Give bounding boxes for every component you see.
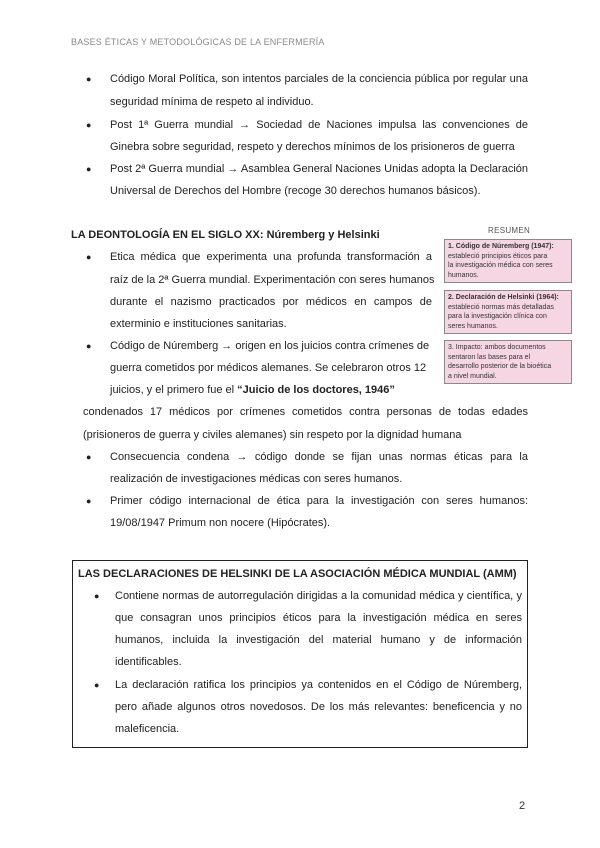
- text-line: que consagran unos principios éticos para la investigación médica en seres: [115, 613, 522, 624]
- card-line: la investigación médica con seres: [448, 262, 553, 269]
- text-line: Ginebra sobre seguridad, respeto y derechos mínimos de los prisioneros de guerra: [110, 141, 515, 153]
- text-line: seguridad mínima de respeto al individuo.: [110, 96, 314, 108]
- text-line: Post 2ª Guerra mundial → Asamblea General Naciones Unidas adopta la Declaración: [110, 164, 528, 175]
- card-line: sentaron las bases para el: [448, 353, 531, 361]
- bullet-icon: ●: [94, 680, 100, 690]
- card-line: para la investigación clínica con: [448, 313, 547, 320]
- resumen-card: [444, 340, 572, 384]
- text-line: Consecuencia condena → código donde se fijan unas normas éticas para la: [110, 452, 528, 463]
- text-line: Código de Núremberg → origen en los juicios contra crímenes de: [110, 340, 430, 352]
- text-line: Universal de Derechos del Hombre (recoge 30 derechos humanos básicos).: [110, 185, 481, 197]
- resumen-card: [444, 290, 572, 334]
- card-line: estableció principios éticos para: [448, 252, 548, 260]
- text-line: (prisioneros de guerra y civiles alemanes) sin respeto por la dignidad humana: [83, 429, 462, 441]
- card-line: seres humanos.: [448, 322, 498, 330]
- text-line: [110, 385, 395, 396]
- text-line: 19/08/1947 Primum non nocere (Hipócrates).: [110, 517, 331, 529]
- card-line: 2. Declaración de Helsinki (1964):: [448, 294, 559, 301]
- bold-title: “Juicio de los doctores, 1946”: [237, 384, 395, 396]
- text-line: Primer código internacional de ética para la investigación con seres humanos:: [110, 496, 528, 507]
- text-line: Ética médica que experimenta una profunda transformación a: [110, 252, 432, 263]
- text-line: guerra cometidos por médicos alemanes. Se celebraron otros 12: [110, 362, 427, 374]
- text-line: realización de investigaciones médicas con seres humanos.: [110, 473, 403, 485]
- text-line: exterminio e instituciones sanitarias.: [110, 318, 287, 330]
- text-line: durante el nazismo practicados por médicos en campos de: [110, 297, 432, 308]
- bullet-icon: ●: [86, 252, 92, 262]
- section-heading: LA DEONTOLOGÍA EN EL SIGLO XX: Núremberg y Helsinki: [71, 229, 380, 241]
- text-line: maleficencia.: [115, 723, 180, 735]
- card-line: a nivel mundial.: [448, 372, 497, 380]
- box-title: LAS DECLARACIONES DE HELSINKI DE LA ASOCIACIÓN MÉDICA MUNDIAL (AMM): [78, 568, 517, 580]
- card-line: 1. Código de Núremberg (1947):: [448, 243, 554, 250]
- text-run: juicios, y el primero fue el: [110, 384, 238, 396]
- bullet-icon: ●: [86, 341, 92, 351]
- bullet-icon: ●: [86, 120, 92, 130]
- bullet-icon: ●: [86, 164, 92, 174]
- text-line: Post 1ª Guerra mundial → Sociedad de Naciones impulsa las convenciones de: [110, 120, 528, 131]
- page-header: BASES ÉTICAS Y METODOLÓGICAS DE LA ENFERMERÍA: [71, 37, 325, 47]
- text-line: condenados 17 médicos por crímenes cometidos contra personas de todas edades: [83, 407, 528, 418]
- bullet-icon: ●: [94, 591, 100, 601]
- text-line: Contiene normas de autorregulación dirigidas a la comunidad médica y científica, y: [115, 591, 522, 602]
- bullet-icon: ●: [86, 452, 92, 462]
- bullet-icon: ●: [86, 74, 92, 84]
- card-line: humanos.: [448, 271, 479, 279]
- text-line: pero añade algunos otros novedosos. De los más relevantes: beneficencia y no: [115, 702, 522, 713]
- text-line: raíz de la 2ª Guerra mundial. Experimentación con seres humanos: [110, 274, 435, 286]
- text-line: humanos, incluida la investigación del material humano y de información: [115, 635, 522, 646]
- helsinki-box: [72, 560, 528, 748]
- text-line: La declaración ratifica los principios ya contenidos en el Código de Núremberg,: [115, 680, 522, 691]
- card-line: desarrollo posterior de la bioética: [448, 363, 552, 370]
- resumen-card: [444, 239, 572, 283]
- bullet-icon: ●: [86, 496, 92, 506]
- page-number: 2: [519, 800, 526, 812]
- text-line: identificables.: [115, 656, 182, 668]
- resumen-title: RESUMEN: [488, 226, 531, 235]
- text-line: Código Moral Política, son intentos parciales de la conciencia pública por regular una: [110, 74, 528, 85]
- card-line: 3. Impacto: ambos documentos: [448, 344, 546, 351]
- card-line: estableció normas más detalladas: [448, 303, 554, 311]
